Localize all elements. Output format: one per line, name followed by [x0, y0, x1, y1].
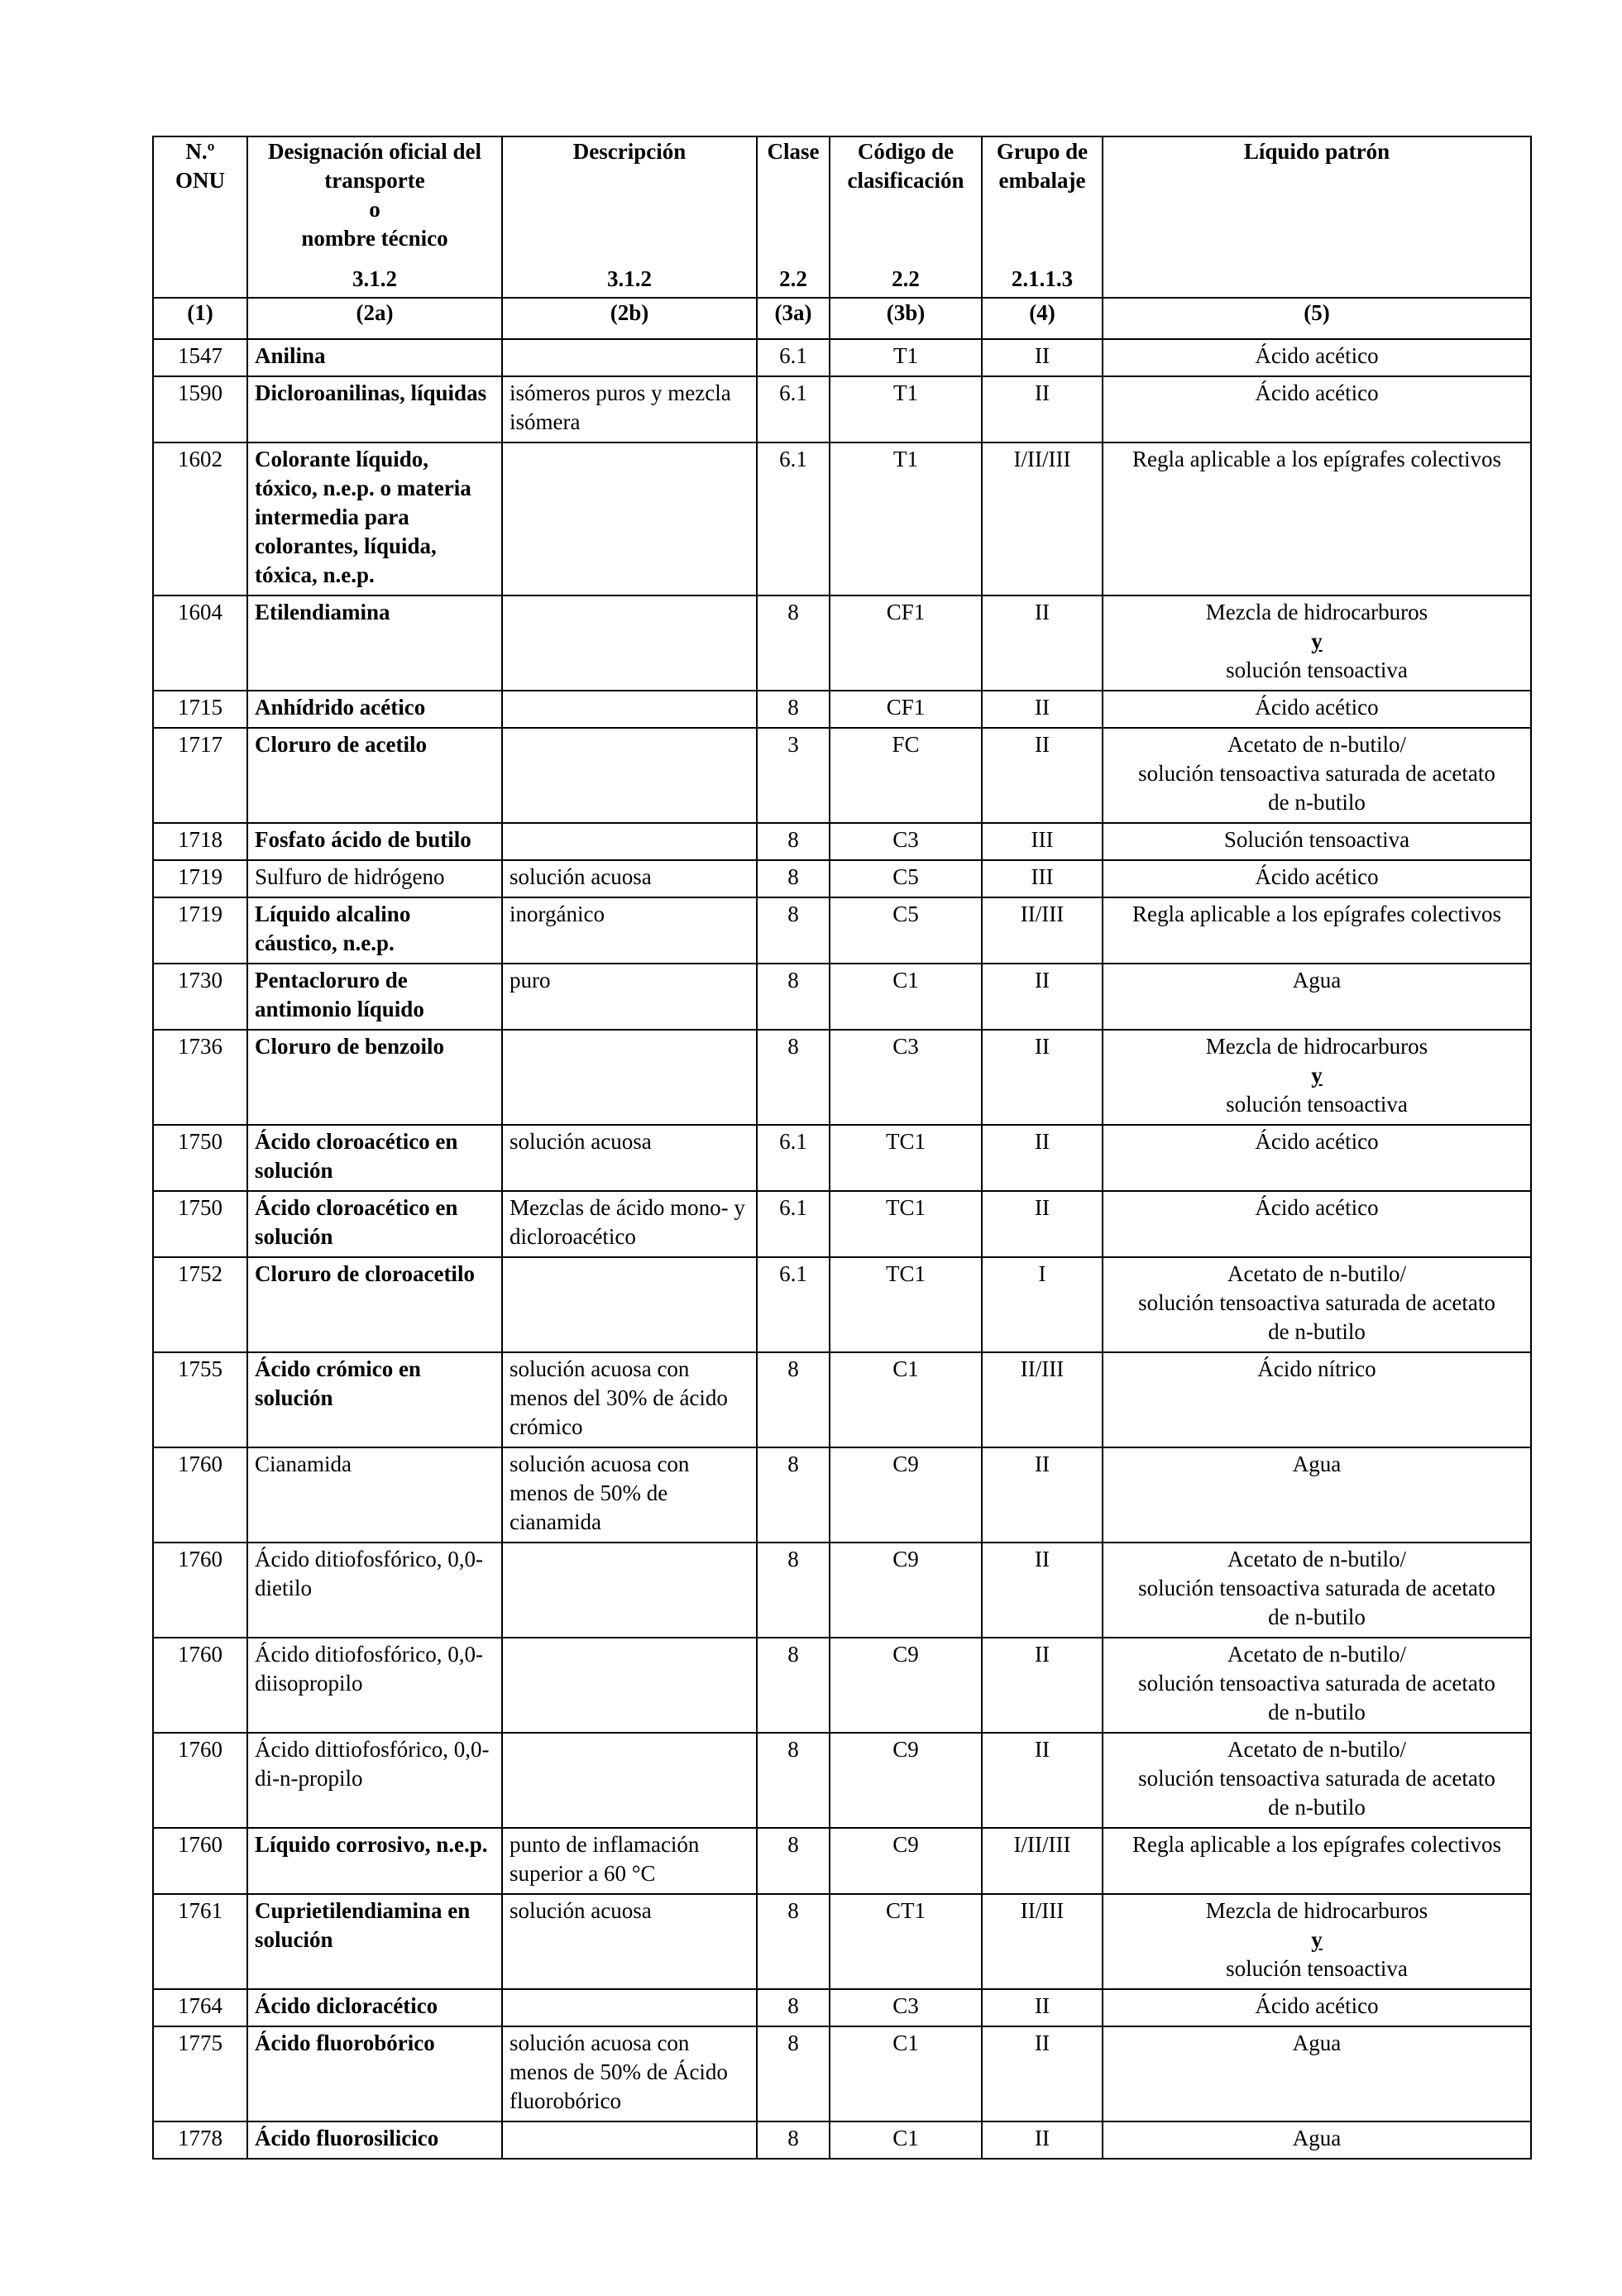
classification-code-cell: T1: [830, 339, 982, 376]
class-cell: 8: [757, 1894, 830, 1989]
onu-cell: 1715: [153, 691, 247, 728]
header-line: nombre técnico: [301, 226, 448, 251]
class-cell: 6.1: [757, 442, 830, 596]
packing-group-cell: II: [982, 691, 1103, 728]
onu-cell: 1761: [153, 1894, 247, 1989]
packing-group-cell: II: [982, 728, 1103, 823]
description-cell: [502, 1638, 757, 1733]
standard-liquid-line: de n-butilo: [1268, 1319, 1366, 1344]
substance-name-cell: Líquido alcalino cáustico, n.e.p.: [247, 897, 502, 964]
header-line: clasificación: [847, 168, 964, 193]
class-cell: 8: [757, 860, 830, 897]
description-cell: solución acuosa con menos de 50% de cianamida: [502, 1447, 757, 1543]
classification-code-cell: C1: [830, 2026, 982, 2121]
substance-name-cell: Cloruro de acetilo: [247, 728, 502, 823]
classification-code-cell: C9: [830, 1638, 982, 1733]
packing-group-cell: II: [982, 1733, 1103, 1828]
standard-liquid-line: solución tensoactiva: [1226, 1092, 1408, 1117]
standard-liquid-cell: [1103, 1638, 1531, 1733]
standard-liquid-line: Acetato de n-butilo/: [1227, 1737, 1406, 1762]
standard-liquid-line: Agua: [1292, 2031, 1342, 2055]
standard-liquid-cell: [1103, 1030, 1531, 1125]
onu-cell: 1736: [153, 1030, 247, 1125]
table-row: [153, 1125, 1531, 1191]
onu-cell: 1778: [153, 2121, 247, 2159]
classification-code-cell: T1: [830, 442, 982, 596]
standard-liquid-line: Acetato de n-butilo/: [1227, 1642, 1406, 1667]
standard-liquid-cell: [1103, 1828, 1531, 1894]
class-cell: 6.1: [757, 376, 830, 442]
header-line: Descripción: [572, 139, 687, 164]
standard-liquid-line: Regla aplicable a los epígrafes colectivos: [1132, 1832, 1502, 1857]
description-cell: [502, 1543, 757, 1638]
standard-liquid-line: Regla aplicable a los epígrafes colectivos: [1132, 902, 1502, 926]
substance-name-cell: Ácido crómico en solución: [247, 1352, 502, 1447]
description-cell: [502, 1989, 757, 2026]
classification-code-cell: C9: [830, 1733, 982, 1828]
onu-cell: 1547: [153, 339, 247, 376]
description-cell: puro: [502, 964, 757, 1030]
description-cell: [502, 2121, 757, 2159]
standard-liquid-cell: [1103, 1733, 1531, 1828]
substance-name-cell: Ácido cloroacético en solución: [247, 1125, 502, 1191]
standard-liquid-line: solución tensoactiva: [1226, 658, 1408, 682]
standard-liquid-line: de n-butilo: [1268, 790, 1366, 815]
classification-code-cell: CT1: [830, 1894, 982, 1989]
standard-liquid-line: Regla aplicable a los epígrafes colectivos: [1132, 447, 1502, 471]
onu-cell: 1760: [153, 1543, 247, 1638]
class-cell: 8: [757, 2026, 830, 2121]
standard-liquid-cell: [1103, 1352, 1531, 1447]
substance-name-cell: Anilina: [247, 339, 502, 376]
header-description-ref: 3.1.2: [607, 266, 652, 291]
description-cell: [502, 1733, 757, 1828]
packing-group-cell: I/II/III: [982, 1828, 1103, 1894]
substance-name-cell: Colorante líquido, tóxico, n.e.p. o materia intermedia para colorantes, líquida, tóxica, n.e.p.: [247, 442, 502, 596]
substance-name-cell: Ácido cloroacético en solución: [247, 1191, 502, 1257]
standard-liquid-line: solución tensoactiva saturada de acetato: [1138, 1766, 1495, 1791]
description-cell: Mezclas de ácido mono- y dicloroacético: [502, 1191, 757, 1257]
standard-liquid-line: Ácido acético: [1255, 1993, 1379, 2018]
classification-code-cell: C3: [830, 1030, 982, 1125]
standard-liquid-line: Mezcla de hidrocarburos: [1205, 600, 1428, 624]
table-row: [153, 1638, 1531, 1733]
substance-name-cell: Cloruro de benzoilo: [247, 1030, 502, 1125]
substance-name-cell: Ácido fluorosilicico: [247, 2121, 502, 2159]
description-cell: [502, 691, 757, 728]
substance-name-cell: Dicloroanilinas, líquidas: [247, 376, 502, 442]
standard-liquid-line: Acetato de n-butilo/: [1227, 732, 1406, 757]
packing-group-cell: II: [982, 1125, 1103, 1191]
class-cell: 8: [757, 1352, 830, 1447]
standard-liquid-cell: [1103, 1257, 1531, 1352]
table-row: [153, 1733, 1531, 1828]
standard-liquid-line: Acetato de n-butilo/: [1227, 1261, 1406, 1286]
substance-name-cell: Anhídrido acético: [247, 691, 502, 728]
header-line: Designación oficial del: [268, 139, 481, 164]
substance-name-cell: Sulfuro de hidrógeno: [247, 860, 502, 897]
class-cell: 6.1: [757, 1257, 830, 1352]
column-number: (2b): [502, 298, 757, 339]
header-classification-code-label: [837, 137, 974, 195]
class-cell: 6.1: [757, 1191, 830, 1257]
onu-cell: 1719: [153, 897, 247, 964]
column-number: (4): [982, 298, 1103, 339]
column-number: (1): [153, 298, 247, 339]
onu-cell: 1764: [153, 1989, 247, 2026]
packing-group-cell: II: [982, 1191, 1103, 1257]
onu-cell: 1760: [153, 1447, 247, 1543]
classification-code-cell: T1: [830, 376, 982, 442]
substance-name-cell: Ácido fluorobórico: [247, 2026, 502, 2121]
substance-name-cell: Fosfato ácido de butilo: [247, 823, 502, 860]
packing-group-cell: II: [982, 1447, 1103, 1543]
header-line: N.º: [185, 139, 215, 164]
header-designation-label: [255, 137, 495, 253]
standard-liquid-line: Mezcla de hidrocarburos: [1205, 1898, 1428, 1923]
table-row: [153, 691, 1531, 728]
onu-cell: 1755: [153, 1352, 247, 1447]
onu-cell: 1719: [153, 860, 247, 897]
substance-name-cell: Etilendiamina: [247, 596, 502, 691]
substance-name-cell: Cuprietilendiamina en solución: [247, 1894, 502, 1989]
substance-name-cell: Cloruro de cloroacetilo: [247, 1257, 502, 1352]
table-row: [153, 964, 1531, 1030]
standard-liquid-line: Ácido acético: [1255, 1195, 1379, 1220]
description-cell: [502, 823, 757, 860]
onu-cell: 1717: [153, 728, 247, 823]
standard-liquid-cell: [1103, 442, 1531, 596]
standard-liquid-line: Mezcla de hidrocarburos: [1205, 1034, 1428, 1059]
class-cell: 8: [757, 964, 830, 1030]
onu-cell: 1760: [153, 1828, 247, 1894]
onu-cell: 1590: [153, 376, 247, 442]
packing-group-cell: II: [982, 1989, 1103, 2026]
classification-code-cell: C5: [830, 897, 982, 964]
table-row: [153, 2026, 1531, 2121]
standard-liquid-cell: [1103, 339, 1531, 376]
standard-liquid-cell: [1103, 691, 1531, 728]
onu-cell: 1760: [153, 1638, 247, 1733]
standard-liquid-cell: [1103, 1125, 1531, 1191]
header-line: Código de: [857, 139, 955, 164]
standard-liquid-line: solución tensoactiva: [1226, 1956, 1408, 1981]
header-line: Líquido patrón: [1243, 139, 1390, 164]
header-line: o: [369, 197, 380, 222]
header-standard-liquid: [1103, 136, 1531, 298]
classification-code-cell: CF1: [830, 596, 982, 691]
classification-code-cell: C5: [830, 860, 982, 897]
substance-name-cell: Ácido ditiofosfórico, 0,0-diisopropilo: [247, 1638, 502, 1733]
column-number-row: [153, 298, 1531, 339]
standard-liquid-line: y: [1311, 1063, 1323, 1088]
header-class: [757, 136, 830, 298]
onu-cell: 1775: [153, 2026, 247, 2121]
classification-code-cell: C9: [830, 1543, 982, 1638]
class-cell: 8: [757, 1828, 830, 1894]
standard-liquid-line: y: [1311, 1927, 1323, 1952]
classification-code-cell: FC: [830, 728, 982, 823]
substance-name-cell: Líquido corrosivo, n.e.p.: [247, 1828, 502, 1894]
class-cell: 8: [757, 1638, 830, 1733]
substances-table: [152, 136, 1532, 2160]
substance-name-cell: Ácido ditiofosfórico, 0,0-dietilo: [247, 1543, 502, 1638]
table-row: [153, 442, 1531, 596]
classification-code-cell: TC1: [830, 1257, 982, 1352]
standard-liquid-cell: [1103, 596, 1531, 691]
description-cell: solución acuosa: [502, 1894, 757, 1989]
description-cell: [502, 442, 757, 596]
class-cell: 8: [757, 1447, 830, 1543]
classification-code-cell: CF1: [830, 691, 982, 728]
onu-cell: 1750: [153, 1125, 247, 1191]
column-number: (3b): [830, 298, 982, 339]
standard-liquid-line: Ácido acético: [1255, 864, 1379, 889]
table-row: [153, 1030, 1531, 1125]
packing-group-cell: II: [982, 1030, 1103, 1125]
onu-cell: 1750: [153, 1191, 247, 1257]
standard-liquid-line: y: [1311, 629, 1323, 653]
packing-group-cell: II/III: [982, 897, 1103, 964]
class-cell: 6.1: [757, 1125, 830, 1191]
class-cell: 8: [757, 1543, 830, 1638]
standard-liquid-cell: [1103, 860, 1531, 897]
header-class-ref: 2.2: [779, 266, 807, 291]
table-row: [153, 596, 1531, 691]
packing-group-cell: I/II/III: [982, 442, 1103, 596]
classification-code-cell: C1: [830, 2121, 982, 2159]
class-cell: 8: [757, 1989, 830, 2026]
table-row: [153, 1989, 1531, 2026]
header-classification-code-ref: 2.2: [892, 266, 920, 291]
packing-group-cell: I: [982, 1257, 1103, 1352]
description-cell: solución acuosa con menos de 50% de Ácido fluorobórico: [502, 2026, 757, 2121]
standard-liquid-cell: [1103, 1989, 1531, 2026]
description-cell: solución acuosa con menos del 30% de ácido crómico: [502, 1352, 757, 1447]
header-description: [502, 136, 757, 298]
standard-liquid-line: Solución tensoactiva: [1223, 827, 1410, 852]
classification-code-cell: TC1: [830, 1191, 982, 1257]
classification-code-cell: C9: [830, 1447, 982, 1543]
standard-liquid-cell: [1103, 728, 1531, 823]
header-packing-group-ref: 2.1.1.3: [1011, 266, 1074, 291]
packing-group-cell: II: [982, 596, 1103, 691]
header-designation: [247, 136, 502, 298]
standard-liquid-line: solución tensoactiva saturada de acetato: [1138, 1576, 1495, 1600]
table-row: [153, 339, 1531, 376]
classification-code-cell: C1: [830, 964, 982, 1030]
header-row: [153, 136, 1531, 298]
standard-liquid-cell: [1103, 2026, 1531, 2121]
class-cell: 6.1: [757, 339, 830, 376]
onu-cell: 1752: [153, 1257, 247, 1352]
classification-code-cell: C9: [830, 1828, 982, 1894]
standard-liquid-cell: [1103, 1894, 1531, 1989]
packing-group-cell: III: [982, 860, 1103, 897]
standard-liquid-line: Ácido acético: [1255, 1129, 1379, 1154]
standard-liquid-line: solución tensoactiva saturada de acetato: [1138, 1671, 1495, 1696]
onu-cell: 1602: [153, 442, 247, 596]
description-cell: solución acuosa: [502, 860, 757, 897]
table-row: [153, 1447, 1531, 1543]
class-cell: 8: [757, 596, 830, 691]
classification-code-cell: C3: [830, 1989, 982, 2026]
packing-group-cell: II: [982, 2121, 1103, 2159]
substance-name-cell: Pentacloruro de antimonio líquido: [247, 964, 502, 1030]
description-cell: [502, 728, 757, 823]
standard-liquid-cell: [1103, 1191, 1531, 1257]
substance-name-cell: Cianamida: [247, 1447, 502, 1543]
table-row: [153, 1352, 1531, 1447]
classification-code-cell: C3: [830, 823, 982, 860]
header-onu: [153, 136, 247, 298]
standard-liquid-line: Acetato de n-butilo/: [1227, 1547, 1406, 1571]
classification-code-cell: TC1: [830, 1125, 982, 1191]
header-line: Clase: [767, 139, 820, 164]
description-cell: [502, 1030, 757, 1125]
header-line: Grupo de: [996, 139, 1089, 164]
header-description-label: [510, 137, 749, 166]
standard-liquid-line: de n-butilo: [1268, 1700, 1366, 1724]
table-row: [153, 2121, 1531, 2159]
substance-name-cell: Ácido dicloracético: [247, 1989, 502, 2026]
class-cell: 8: [757, 897, 830, 964]
onu-cell: 1730: [153, 964, 247, 1030]
standard-liquid-line: solución tensoactiva saturada de acetato: [1138, 1290, 1495, 1315]
onu-cell: 1718: [153, 823, 247, 860]
table-row: [153, 897, 1531, 964]
header-line: transporte: [324, 168, 425, 193]
standard-liquid-line: Agua: [1292, 968, 1342, 993]
packing-group-cell: III: [982, 823, 1103, 860]
packing-group-cell: II: [982, 376, 1103, 442]
column-number: (3a): [757, 298, 830, 339]
standard-liquid-cell: [1103, 1543, 1531, 1638]
standard-liquid-cell: [1103, 964, 1531, 1030]
standard-liquid-line: Agua: [1292, 1452, 1342, 1476]
standard-liquid-line: solución tensoactiva saturada de acetato: [1138, 761, 1495, 786]
header-standard-liquid-label: [1110, 137, 1524, 166]
table-row: [153, 823, 1531, 860]
packing-group-cell: II: [982, 2026, 1103, 2121]
table-row: [153, 1894, 1531, 1989]
header-onu-label: [160, 137, 240, 195]
standard-liquid-cell: [1103, 1447, 1531, 1543]
description-cell: punto de inflamación superior a 60 °C: [502, 1828, 757, 1894]
header-line: embalaje: [998, 168, 1086, 193]
standard-liquid-line: Ácido acético: [1255, 695, 1379, 720]
onu-cell: 1604: [153, 596, 247, 691]
substance-name-cell: Ácido dittiofosfórico, 0,0-di-n-propilo: [247, 1733, 502, 1828]
standard-liquid-line: Ácido nítrico: [1257, 1356, 1376, 1381]
packing-group-cell: II/III: [982, 1894, 1103, 1989]
packing-group-cell: II: [982, 1543, 1103, 1638]
description-cell: [502, 339, 757, 376]
class-cell: 3: [757, 728, 830, 823]
description-cell: [502, 596, 757, 691]
description-cell: inorgánico: [502, 897, 757, 964]
standard-liquid-cell: [1103, 823, 1531, 860]
class-cell: 8: [757, 1733, 830, 1828]
class-cell: 8: [757, 823, 830, 860]
classification-code-cell: C1: [830, 1352, 982, 1447]
header-packing-group: [982, 136, 1103, 298]
header-designation-ref: 3.1.2: [352, 266, 397, 291]
standard-liquid-cell: [1103, 897, 1531, 964]
description-cell: isómeros puros y mezcla isómera: [502, 376, 757, 442]
standard-liquid-line: Ácido acético: [1255, 380, 1379, 405]
table-row: [153, 728, 1531, 823]
onu-cell: 1760: [153, 1733, 247, 1828]
column-number: (2a): [247, 298, 502, 339]
standard-liquid-line: Ácido acético: [1255, 343, 1379, 368]
column-number: (5): [1103, 298, 1531, 339]
table-row: [153, 1191, 1531, 1257]
table-row: [153, 860, 1531, 897]
class-cell: 8: [757, 691, 830, 728]
packing-group-cell: II: [982, 1638, 1103, 1733]
description-cell: solución acuosa: [502, 1125, 757, 1191]
class-cell: 8: [757, 1030, 830, 1125]
standard-liquid-cell: [1103, 2121, 1531, 2159]
standard-liquid-line: de n-butilo: [1268, 1605, 1366, 1629]
standard-liquid-line: Agua: [1292, 2126, 1342, 2150]
class-cell: 8: [757, 2121, 830, 2159]
header-classification-code: [830, 136, 982, 298]
header-packing-group-label: [989, 137, 1095, 195]
description-cell: [502, 1257, 757, 1352]
header-line: ONU: [175, 168, 225, 193]
table-row: [153, 1828, 1531, 1894]
packing-group-cell: II/III: [982, 1352, 1103, 1447]
table-row: [153, 1257, 1531, 1352]
table-row: [153, 376, 1531, 442]
packing-group-cell: II: [982, 964, 1103, 1030]
table-body: [153, 339, 1531, 2159]
header-class-label: [764, 137, 822, 166]
table-row: [153, 1543, 1531, 1638]
standard-liquid-line: de n-butilo: [1268, 1795, 1366, 1820]
standard-liquid-cell: [1103, 376, 1531, 442]
packing-group-cell: II: [982, 339, 1103, 376]
